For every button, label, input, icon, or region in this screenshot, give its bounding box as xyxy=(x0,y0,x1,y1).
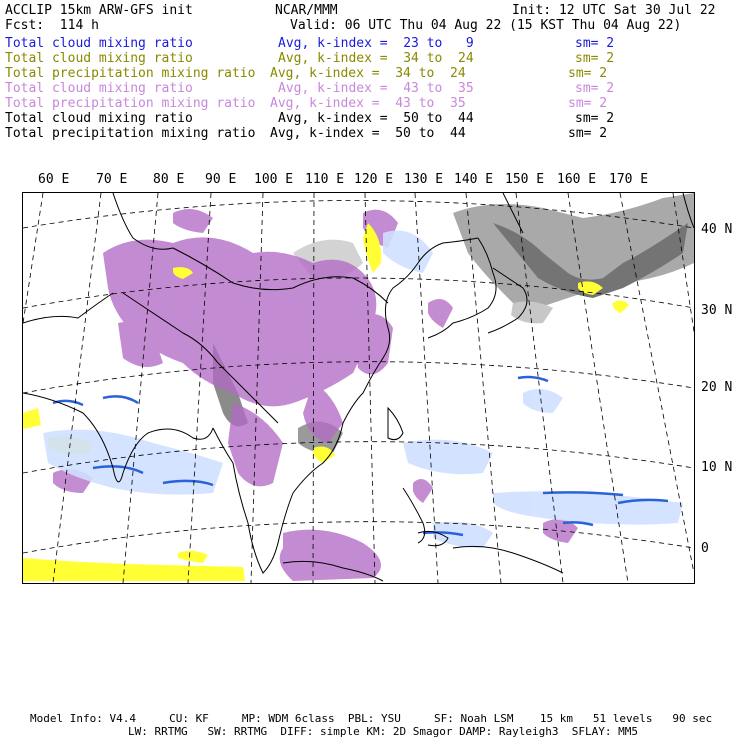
legend-5-sm: sm= 2 xyxy=(568,96,608,111)
legend-4-avg: Avg, k-index = 43 to 35 xyxy=(278,81,474,96)
lon-label-80e: 80 E xyxy=(153,172,185,187)
lat-label-40n: 40 N xyxy=(701,222,733,237)
legend-3-name: Total precipitation mixing ratio xyxy=(5,66,256,81)
lon-label-120e: 120 E xyxy=(354,172,394,187)
legend-7-avg: Avg, k-index = 50 to 44 xyxy=(270,126,466,141)
lon-label-150e: 150 E xyxy=(505,172,545,187)
forecast-map xyxy=(23,193,694,583)
legend-2-sm: sm= 2 xyxy=(575,51,615,66)
legend-5-name: Total precipitation mixing ratio xyxy=(5,96,256,111)
plot-title: ACCLIP 15km ARW-GFS init xyxy=(5,3,193,18)
model-info-line1: Model Info: V4.4 CU: KF MP: WDM 6class PBL: YSU SF: Noah LSM 15 km 51 levels 90 sec xyxy=(30,712,713,725)
legend-3-sm: sm= 2 xyxy=(568,66,608,81)
legend-1-avg: Avg, k-index = 23 to 9 xyxy=(278,36,474,51)
lon-label-100e: 100 E xyxy=(254,172,294,187)
legend-7-name: Total precipitation mixing ratio xyxy=(5,126,256,141)
legend-6-name: Total cloud mixing ratio xyxy=(5,111,193,126)
lat-label-10n: 10 N xyxy=(701,460,733,475)
lon-label-110e: 110 E xyxy=(305,172,345,187)
legend-6-avg: Avg, k-index = 50 to 44 xyxy=(278,111,474,126)
map-panel xyxy=(22,192,695,584)
model-info-line2: LW: RRTMG SW: RRTMG DIFF: simple KM: 2D Smagor DAMP: Rayleigh3 SFLAY: MM5 xyxy=(128,725,638,738)
org-label: NCAR/MMM xyxy=(275,3,338,18)
lat-label-20n: 20 N xyxy=(701,380,733,395)
valid-time: Valid: 06 UTC Thu 04 Aug 22 (15 KST Thu 04 Aug 22) xyxy=(290,18,682,33)
legend-3-avg: Avg, k-index = 34 to 24 xyxy=(270,66,466,81)
legend-4-sm: sm= 2 xyxy=(575,81,615,96)
lat-label-0: 0 xyxy=(701,541,709,556)
lon-label-90e: 90 E xyxy=(205,172,237,187)
lon-label-70e: 70 E xyxy=(96,172,128,187)
init-time: Init: 12 UTC Sat 30 Jul 22 xyxy=(512,3,716,18)
legend-1-sm: sm= 2 xyxy=(575,36,615,51)
lon-label-140e: 140 E xyxy=(454,172,494,187)
lon-label-130e: 130 E xyxy=(404,172,444,187)
legend-7-sm: sm= 2 xyxy=(568,126,608,141)
legend-6-sm: sm= 2 xyxy=(575,111,615,126)
forecast-hour: Fcst: 114 h xyxy=(5,18,99,33)
legend-2-avg: Avg, k-index = 34 to 24 xyxy=(278,51,474,66)
legend-5-avg: Avg, k-index = 43 to 35 xyxy=(270,96,466,111)
lon-label-170e: 170 E xyxy=(609,172,649,187)
lon-label-60e: 60 E xyxy=(38,172,70,187)
legend-4-name: Total cloud mixing ratio xyxy=(5,81,193,96)
legend-1-name: Total cloud mixing ratio xyxy=(5,36,193,51)
lon-label-160e: 160 E xyxy=(557,172,597,187)
legend-2-name: Total cloud mixing ratio xyxy=(5,51,193,66)
lat-label-30n: 30 N xyxy=(701,303,733,318)
